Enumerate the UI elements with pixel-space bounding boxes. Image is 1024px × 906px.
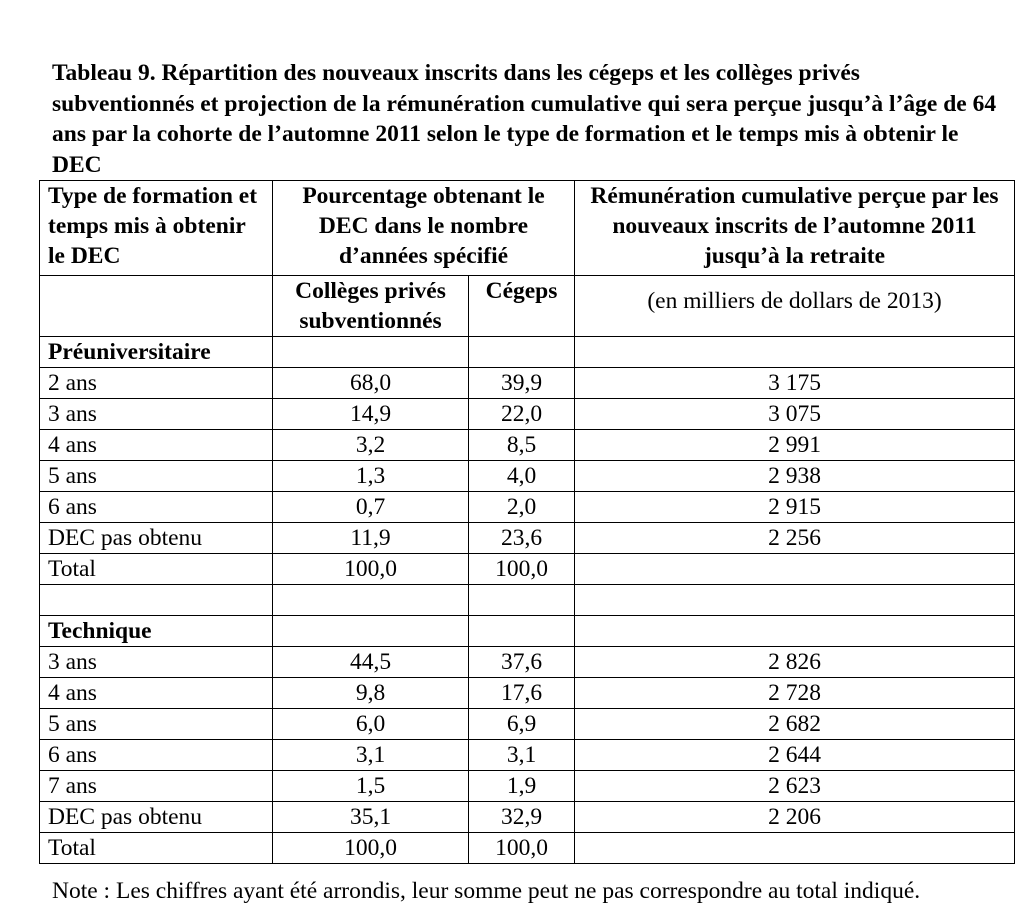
cell-colleges-prives: 6,0 [273, 709, 469, 740]
row-label: 3 ans [40, 647, 273, 678]
cell-colleges-prives: 3,1 [273, 740, 469, 771]
table-note: Note : Les chiffres ayant été arrondis, leur somme peut ne pas correspondre au total indiqué. [52, 878, 921, 904]
cell-remuneration: 2 644 [575, 740, 1015, 771]
table-row [40, 647, 1015, 678]
table-row [40, 461, 1015, 492]
cell-remuneration: 2 256 [575, 523, 1015, 554]
cell-remuneration: 2 826 [575, 647, 1015, 678]
empty-cell [273, 585, 469, 616]
table-row [40, 430, 1015, 461]
section-label: Technique [40, 616, 273, 647]
empty-cell [40, 585, 273, 616]
cell-cegeps: 1,9 [469, 771, 575, 802]
cell-colleges-prives: 9,8 [273, 678, 469, 709]
cell-colleges-prives: 1,5 [273, 771, 469, 802]
cell-remuneration: 2 915 [575, 492, 1015, 523]
table-row [40, 709, 1015, 740]
cell-remuneration: 2 206 [575, 802, 1015, 833]
table-row [40, 678, 1015, 709]
row-label: DEC pas obtenu [40, 802, 273, 833]
table-row [40, 554, 1015, 585]
header-pourcentage: Pourcentage obtenant le DEC dans le nombre d’années spécifié [273, 181, 575, 276]
row-label: DEC pas obtenu [40, 523, 273, 554]
header-remuneration: Rémunération cumulative perçue par les nouveaux inscrits de l’automne 2011 jusqu’à la retraite [575, 181, 1015, 276]
row-label: 6 ans [40, 740, 273, 771]
cell-remuneration [575, 554, 1015, 585]
table-row [40, 802, 1015, 833]
cell-colleges-prives: 68,0 [273, 368, 469, 399]
empty-cell [273, 337, 469, 368]
cell-cegeps: 4,0 [469, 461, 575, 492]
subheader-row [40, 276, 1015, 337]
cell-cegeps: 32,9 [469, 802, 575, 833]
cell-colleges-prives: 44,5 [273, 647, 469, 678]
row-label: 6 ans [40, 492, 273, 523]
cell-remuneration: 2 682 [575, 709, 1015, 740]
cell-cegeps: 37,6 [469, 647, 575, 678]
cell-colleges-prives: 100,0 [273, 833, 469, 864]
cell-cegeps: 100,0 [469, 554, 575, 585]
cell-cegeps: 8,5 [469, 430, 575, 461]
cell-colleges-prives: 14,9 [273, 399, 469, 430]
cell-remuneration: 3 075 [575, 399, 1015, 430]
empty-cell [469, 585, 575, 616]
table-row [40, 399, 1015, 430]
cell-colleges-prives: 35,1 [273, 802, 469, 833]
cell-cegeps: 2,0 [469, 492, 575, 523]
subheader-cegeps: Cégeps [469, 276, 575, 337]
cell-remuneration: 2 991 [575, 430, 1015, 461]
header-row [40, 181, 1015, 276]
cell-cegeps: 39,9 [469, 368, 575, 399]
table-row [40, 771, 1015, 802]
header-type-formation: Type de formation et temps mis à obtenir le DEC [40, 181, 273, 276]
row-label: 5 ans [40, 709, 273, 740]
cell-remuneration [575, 833, 1015, 864]
row-label: Total [40, 833, 273, 864]
table-row [40, 368, 1015, 399]
cell-remuneration: 3 175 [575, 368, 1015, 399]
table-row [40, 833, 1015, 864]
table-caption: Tableau 9. Répartition des nouveaux inscrits dans les cégeps et les collèges privés subventionnés et projection de la rémunération cumulative qui sera perçue jusqu’à l’âge de 64 ans par la cohorte de l’automne 2011 selon le type de formation et le temps mis à obtenir le DEC [52, 60, 997, 178]
empty-cell [575, 585, 1015, 616]
cell-colleges-prives: 3,2 [273, 430, 469, 461]
row-label: 4 ans [40, 678, 273, 709]
subheader-units-cell [575, 276, 1015, 337]
cell-cegeps: 3,1 [469, 740, 575, 771]
row-label: Total [40, 554, 273, 585]
row-label: 5 ans [40, 461, 273, 492]
row-label: 4 ans [40, 430, 273, 461]
cell-colleges-prives: 1,3 [273, 461, 469, 492]
cell-remuneration: 2 938 [575, 461, 1015, 492]
empty-cell [469, 337, 575, 368]
spacer-row [40, 585, 1015, 616]
row-label: 7 ans [40, 771, 273, 802]
section-label: Préuniversitaire [40, 337, 273, 368]
data-table [39, 180, 1015, 864]
table-row [40, 523, 1015, 554]
row-label: 2 ans [40, 368, 273, 399]
cell-cegeps: 22,0 [469, 399, 575, 430]
table-row [40, 492, 1015, 523]
table-row [40, 740, 1015, 771]
empty-cell [469, 616, 575, 647]
cell-cegeps: 17,6 [469, 678, 575, 709]
cell-cegeps: 100,0 [469, 833, 575, 864]
row-label: 3 ans [40, 399, 273, 430]
subheader-units: (en milliers de dollars de 2013) [647, 288, 942, 314]
section-row-technique [40, 616, 1015, 647]
section-row-preuniversitaire [40, 337, 1015, 368]
empty-cell [575, 616, 1015, 647]
cell-remuneration: 2 623 [575, 771, 1015, 802]
cell-colleges-prives: 11,9 [273, 523, 469, 554]
cell-cegeps: 23,6 [469, 523, 575, 554]
cell-colleges-prives: 0,7 [273, 492, 469, 523]
cell-remuneration: 2 728 [575, 678, 1015, 709]
subheader-colleges-prives: Collèges privés subventionnés [273, 276, 469, 337]
empty-cell [575, 337, 1015, 368]
cell-cegeps: 6,9 [469, 709, 575, 740]
subheader-empty [40, 276, 273, 337]
empty-cell [273, 616, 469, 647]
cell-colleges-prives: 100,0 [273, 554, 469, 585]
